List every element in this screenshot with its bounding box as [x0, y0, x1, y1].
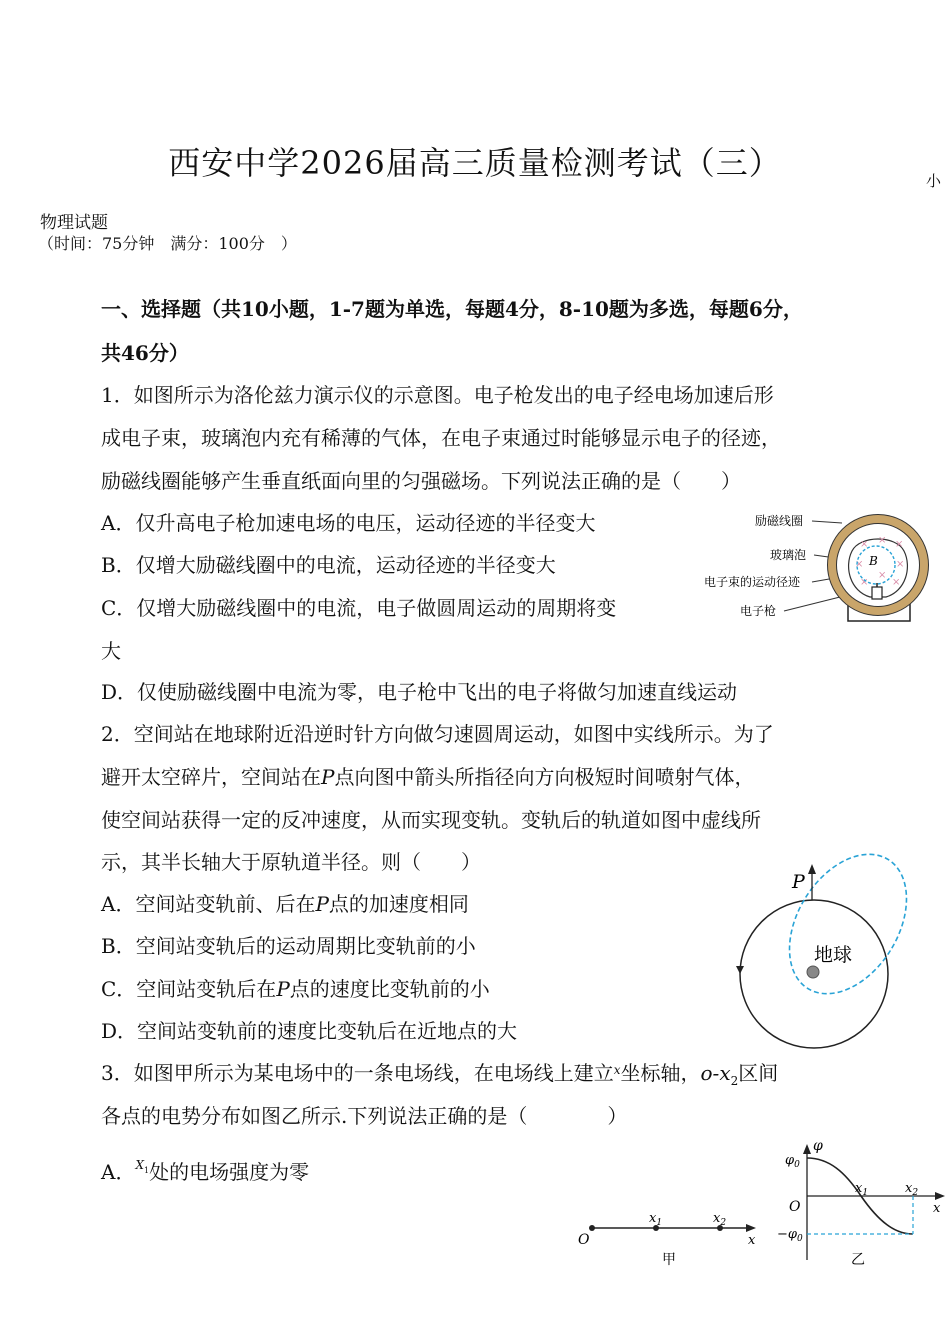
arrow-head-icon [803, 1144, 811, 1154]
q3-option-a [101, 1156, 309, 1185]
italic-p: P [276, 977, 290, 1001]
caption-jia: 甲 [662, 1252, 676, 1268]
q1-stem-line2: 成电子束，玻璃泡内充有稀薄的气体，在电子束通过时能够显示电子的径迹， [101, 426, 781, 450]
q2-option-d: D．空间站变轨前的速度比变轨后在近地点的大 [101, 1019, 518, 1043]
q1-stem-line3: 励磁线圈能够产生垂直纸面向里的匀强磁场。下列说法正确的是（ ） [101, 469, 741, 493]
label-x-axis: x [748, 1233, 756, 1248]
q3-stem-line1 [101, 1057, 778, 1088]
cross: × [855, 559, 864, 570]
caption-yi: 乙 [851, 1252, 865, 1268]
earth-dot [807, 966, 819, 978]
cross: × [896, 559, 905, 570]
page-title: 西安中学2026届高三质量检测考试（三） [168, 144, 782, 182]
cross: × [895, 539, 904, 550]
q2-option-b: B．空间站变轨后的运动周期比变轨前的小 [101, 934, 476, 958]
italic-p: P [321, 765, 335, 789]
cross: × [860, 577, 869, 588]
text-run: 避开太空碎片，空间站在 [101, 765, 321, 789]
text-run: −φ [777, 1227, 797, 1242]
subject-label: 物理试题 [40, 213, 108, 233]
subscript: 0 [794, 1160, 800, 1170]
arrow-head-icon [746, 1224, 756, 1232]
label-gun: 电子枪 [740, 604, 777, 618]
q1-option-c-line1: C．仅增大励磁线圈中的电流，电子做圆周运动的周期将变 [101, 596, 617, 620]
label-x2 [905, 1181, 918, 1198]
q2-option-c [101, 973, 490, 1002]
q3-stem-line2: 各点的电势分布如图乙所示.下列说法正确的是（ ） [101, 1104, 628, 1128]
arrow-head-icon [808, 864, 816, 874]
corner-fragment: 小 [926, 172, 942, 190]
text-run: 点的加速度相同 [328, 892, 469, 916]
italic-x: x [613, 1063, 621, 1077]
q1-lorentz-figure [700, 505, 940, 630]
q2-stem-line2 [101, 761, 754, 790]
text-run: 点的速度比变轨前的小 [289, 977, 490, 1001]
label-x2 [713, 1211, 726, 1228]
q1-option-c-line2: 大 [101, 639, 121, 663]
time-info: （时间：75分钟 满分：100分 ） [38, 234, 297, 253]
subscript: 1 [862, 1188, 869, 1198]
label-phi0 [785, 1153, 800, 1170]
text-run: x [855, 1181, 863, 1196]
text-run: C．空间站变轨后在 [101, 977, 277, 1001]
subscript: 0 [797, 1234, 803, 1244]
label-o: O [578, 1232, 590, 1248]
arrow-head-icon [935, 1192, 945, 1200]
q3-figure-jia [570, 1200, 770, 1272]
italic-range: o-x [700, 1061, 731, 1085]
label-phi: φ [813, 1138, 823, 1154]
cross: × [878, 570, 887, 581]
italic-p: P [315, 892, 329, 916]
text-run: A． [101, 1160, 136, 1184]
subscript: 1 [144, 1166, 150, 1175]
q2-option-a [101, 888, 469, 917]
label-bulb: 玻璃泡 [770, 548, 807, 562]
text-run: φ [785, 1153, 795, 1168]
subscript: 2 [730, 1074, 739, 1088]
cross: × [878, 535, 887, 546]
q1-option-d: D．仅使励磁线圈中电流为零，电子枪中飞出的电子将做匀加速直线运动 [101, 680, 738, 704]
q2-orbit-figure [730, 850, 910, 1050]
text-run: A．空间站变轨前、后在 [101, 892, 316, 916]
label-x1 [649, 1211, 662, 1228]
cross: × [892, 577, 901, 588]
text-run: 点向图中箭头所指径向方向极短时间喷射气体， [334, 765, 755, 789]
cross: × [860, 539, 869, 550]
text-run: x [649, 1211, 657, 1226]
section-heading-line2: 共46分） [101, 341, 189, 365]
label-neg-phi0 [777, 1227, 803, 1244]
text-run: x [905, 1181, 913, 1196]
subscript: 2 [720, 1218, 727, 1228]
label-x-axis: x [933, 1201, 941, 1216]
transfer-orbit [765, 850, 910, 1015]
label-coil: 励磁线圈 [755, 514, 804, 528]
q1-option-a: A．仅升高电子枪加速电场的电压，运动径迹的半径变大 [101, 511, 596, 535]
section-heading-line1: 一、选择题（共10小题，1-7题为单选，每题4分，8-10题为多选，每题6分， [101, 297, 803, 321]
electron-gun [872, 587, 882, 599]
italic-x: X [135, 1158, 144, 1172]
label-earth: 地球 [814, 944, 853, 966]
label-p: P [792, 871, 805, 893]
q1-stem-line1: 1．如图所示为洛伦兹力演示仪的示意图。电子枪发出的电子经电场加速后形 [101, 383, 774, 407]
label-x1 [855, 1181, 868, 1198]
text-run: 坐标轴， [620, 1061, 701, 1085]
text-run: x [713, 1211, 721, 1226]
q3-figure-yi [775, 1138, 947, 1272]
text-run: 3．如图甲所示为某电场中的一条电场线，在电场线上建立 [101, 1061, 614, 1085]
text-run: 区间 [738, 1061, 779, 1085]
direction-arrow-icon [736, 966, 744, 974]
leader-coil [812, 521, 842, 523]
point-o [589, 1225, 595, 1231]
label-o: O [789, 1199, 801, 1215]
q2-stem-line4: 示，其半长轴大于原轨道半径。则（ ） [101, 850, 481, 874]
q1-option-b: B．仅增大励磁线圈中的电流，运动径迹的半径变大 [101, 553, 556, 577]
q2-stem-line1: 2．空间站在地球附近沿逆时针方向做匀速圆周运动，如图中实线所示。为了 [101, 722, 774, 746]
label-b: B [869, 554, 878, 568]
label-track: 电子束的运动径迹 [704, 575, 801, 589]
subscript: 2 [912, 1188, 919, 1198]
text-run: 处的电场强度为零 [149, 1160, 310, 1184]
subscript: 1 [656, 1218, 663, 1228]
q2-stem-line3: 使空间站获得一定的反冲速度，从而实现变轨。变轨后的轨道如图中虚线所 [101, 808, 761, 832]
